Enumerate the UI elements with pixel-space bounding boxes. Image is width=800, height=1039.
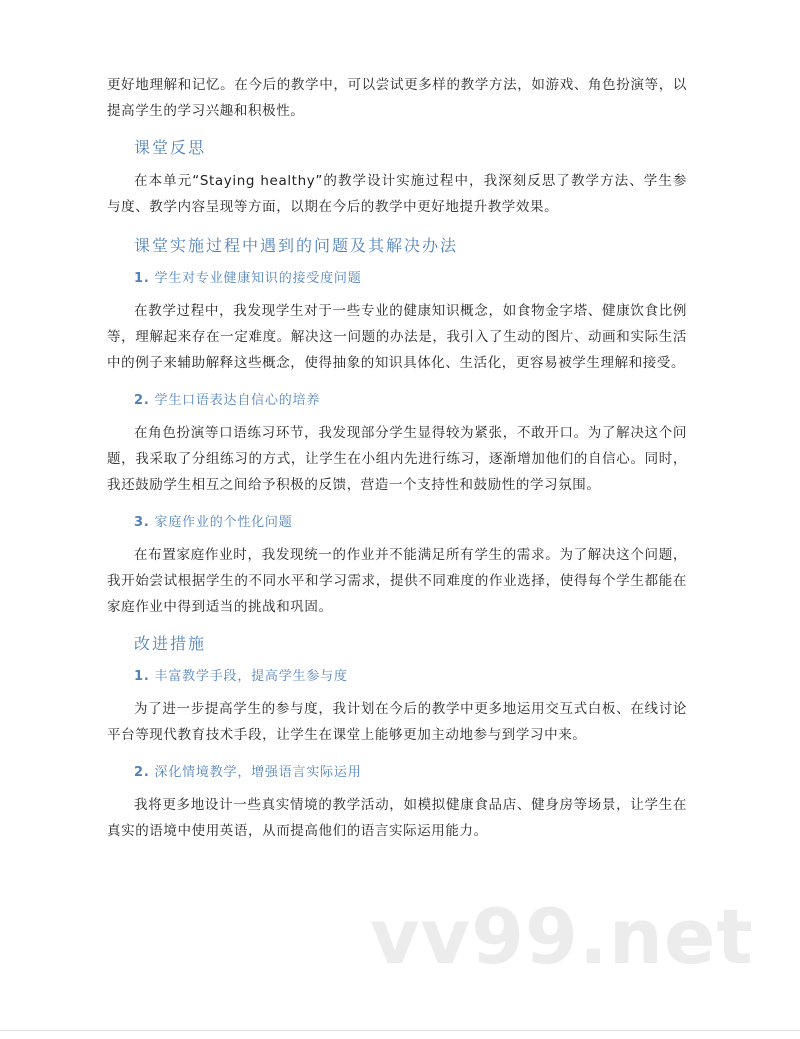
subheading-number: 2. bbox=[134, 765, 150, 780]
subheading-number: 1. bbox=[134, 669, 150, 684]
heading-improvement-measures: 改进措施 bbox=[134, 634, 207, 653]
subheading-text: 丰富教学手段，提高学生参与度 bbox=[154, 669, 348, 684]
subheading-situational-teaching bbox=[107, 762, 687, 784]
heading-classroom-reflection: 课堂反思 bbox=[134, 138, 207, 157]
subheading-speaking-confidence bbox=[107, 390, 687, 412]
paragraph-continuation: 更好地理解和记忆。在今后的教学中，可以尝试更多样的教学方法，如游戏、角色扮演等，以提高学生的学习兴趣和积极性。 bbox=[107, 77, 687, 119]
paragraph-situational-teaching: 我将更多地设计一些真实情境的教学活动，如模拟健康食品店、健身房等场景，让学生在真实的语境中使用英语，从而提高他们的语言实际运用能力。 bbox=[107, 797, 687, 839]
page-bottom-divider bbox=[0, 1030, 800, 1031]
paragraph-homework: 在布置家庭作业时，我发现统一的作业并不能满足所有学生的需求。为了解决这个问题，我开始尝试根据学生的不同水平和学习需求，提供不同难度的作业选择，使得每个学生都能在家庭作业中得到适当的挑战和巩固。 bbox=[107, 547, 687, 615]
paragraph-health-knowledge: 在教学过程中，我发现学生对于一些专业的健康知识概念，如食物金字塔、健康饮食比例等，理解起来存在一定难度。解决这一问题的办法是，我引入了生动的图片、动画和实际生活中的例子来辅助解释这些概念，使得抽象的知识具体化、生活化，更容易被学生理解和接受。 bbox=[107, 303, 687, 371]
heading-problems-and-solutions: 课堂实施过程中遇到的问题及其解决办法 bbox=[134, 236, 459, 255]
subheading-homework bbox=[107, 512, 687, 534]
subheading-teaching-methods bbox=[107, 666, 687, 688]
paragraph-reflection-intro: 在本单元“Staying healthy”的教学设计实施过程中，我深刻反思了教学方法、学生参与度、教学内容呈现等方面，以期在今后的教学中更好地提升教学效果。 bbox=[107, 173, 687, 215]
subheading-text: 学生口语表达自信心的培养 bbox=[154, 393, 321, 408]
subheading-number: 1. bbox=[134, 271, 150, 286]
subheading-number: 2. bbox=[134, 393, 150, 408]
subheading-text: 家庭作业的个性化问题 bbox=[154, 515, 293, 530]
watermark-text: vv99.net bbox=[370, 892, 754, 981]
paragraph-speaking-confidence: 在角色扮演等口语练习环节，我发现部分学生显得较为紧张，不敢开口。为了解决这个问题，我采取了分组练习的方式，让学生在小组内先进行练习，逐渐增加他们的自信心。同时，我还鼓励学生相互之间给予积极的反馈，营造一个支持性和鼓励性的学习氛围。 bbox=[107, 425, 687, 493]
document-content bbox=[107, 72, 687, 844]
subheading-number: 3. bbox=[134, 515, 150, 530]
subheading-health-knowledge bbox=[107, 268, 687, 290]
subheading-text: 深化情境教学，增强语言实际运用 bbox=[154, 765, 362, 780]
subheading-text: 学生对专业健康知识的接受度问题 bbox=[154, 271, 362, 286]
paragraph-teaching-methods: 为了进一步提高学生的参与度，我计划在今后的教学中更多地运用交互式白板、在线讨论平台等现代教育技术手段，让学生在课堂上能够更加主动地参与到学习中来。 bbox=[107, 701, 687, 743]
